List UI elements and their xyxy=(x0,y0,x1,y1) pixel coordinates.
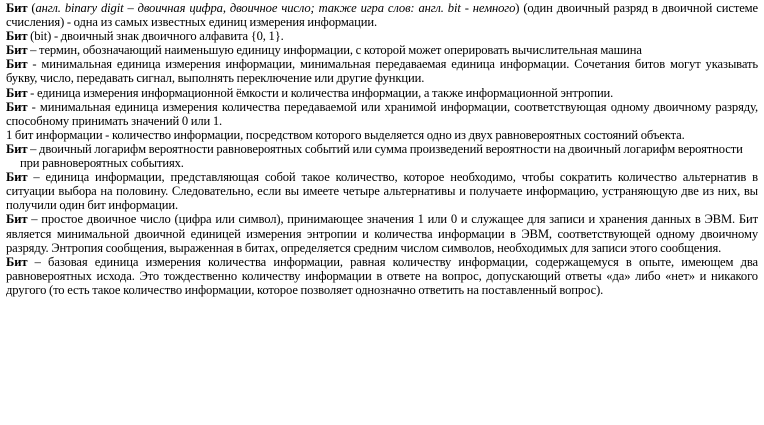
term-label: Бит xyxy=(6,254,28,269)
paragraph-1-text: ) (один двоичный разряд в двоичной системе счисления) - одна из самых известных единиц измерения информации. xyxy=(6,1,758,30)
definition-paragraph-6 xyxy=(6,100,758,128)
term-label: Бит xyxy=(6,57,28,72)
definition-paragraph-11 xyxy=(6,255,758,297)
term-label: Бит xyxy=(6,212,28,227)
document-body xyxy=(6,1,758,297)
term-label: Бит xyxy=(6,141,28,156)
paragraph-5-text: - единица измерения информационной ёмкости и количества информации, а также информационной энтропии. xyxy=(27,85,614,100)
definition-paragraph-1 xyxy=(6,1,758,29)
term-label: Бит xyxy=(6,99,28,114)
definition-paragraph-3 xyxy=(6,43,758,57)
etymology-note: англ. binary digit – двоичная цифра, двоичное число; также игра слов: англ. bit - немного xyxy=(35,1,516,15)
definition-paragraph-2 xyxy=(6,29,758,43)
definition-paragraph-4 xyxy=(6,57,758,85)
paragraph-1-lead: ( xyxy=(27,1,36,15)
paragraph-7-text: 1 бит информации - количество информации, посредством которого выделяется одно из двух равновероятных состояний объекта. xyxy=(6,127,685,142)
paragraph-2-text: (bit) - двоичный знак двоичного алфавита {0, 1}. xyxy=(27,29,284,44)
term-label: Бит xyxy=(6,170,28,185)
paragraph-8-text: – двоичный логарифм вероятности равновероятных событий или сумма произведений вероятности на двоичный логарифм вероятности при равновероятных событиях. xyxy=(20,141,743,171)
term-label: Бит xyxy=(6,29,28,44)
paragraph-4-text: - минимальная единица измерения информации, минимальная передаваемая единица информации. Сочетания битов могут указывать букву, число, передавать сигнал, выполнять переключение или другие функции. xyxy=(6,57,758,86)
paragraph-6-text: - минимальная единица измерения количества передаваемой или хранимой информации, соответствующая одному двоичному разряду, способному принимать значений 0 или 1. xyxy=(6,99,758,128)
definition-paragraph-9 xyxy=(6,170,758,212)
term-label: Бит xyxy=(6,1,28,15)
paragraph-10-text: – простое двоичное число (цифра или символ), принимающее значения 1 или 0 и служащее для записи и хранения данных в ЭВМ. Бит является минимальной двоичной единицей измерения энтропии и количества информации в ЭВМ, соответствующей одному двоичному разряду. Энтропия сообщения, выраженная в битах, определяется средним числом символов, необходимых для записи этого сообщения. xyxy=(6,212,758,255)
definition-paragraph-5 xyxy=(6,86,758,100)
definition-paragraph-7 xyxy=(6,128,758,142)
paragraph-9-text: – единица информации, представляющая собой такое количество, которое необходимо, чтобы сократить количество альтернатив в ситуации выбора на половину. Следовательно, если вы имеете четыре альтернативы и получаете информацию, устраняющую две из них, вы получили один бит информации. xyxy=(6,170,758,213)
paragraph-3-text: – термин, обозначающий наименьшую единицу информации, с которой может оперировать вычислительная машина xyxy=(27,43,642,58)
term-label: Бит xyxy=(6,85,28,100)
paragraph-11-text: – базовая единица измерения количества информации, равная количеству информации, содержащемуся в опыте, имеющем два равновероятных исхода. Это тождественно количеству информации в ответе на вопрос, допускающий ответы «да» либо «нет» и никакого другого (то есть такое количество информации, которое позволяет однозначно ответить на поставленный вопрос). xyxy=(6,254,758,297)
term-label: Бит xyxy=(6,43,28,58)
definition-paragraph-8 xyxy=(6,142,758,170)
definition-paragraph-10 xyxy=(6,212,758,254)
